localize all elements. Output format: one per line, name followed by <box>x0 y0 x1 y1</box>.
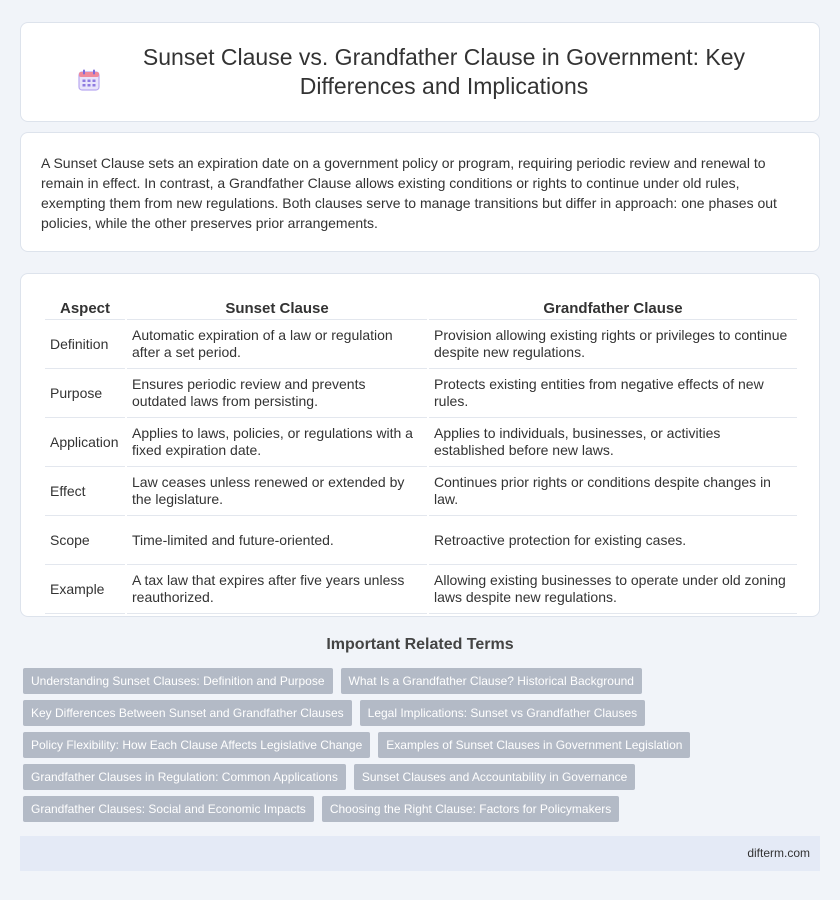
aspect-cell: Example <box>45 565 125 614</box>
related-terms-title: Important Related Terms <box>326 636 514 653</box>
comparison-table <box>43 294 799 614</box>
tag-row <box>23 764 823 790</box>
sunset-cell: Automatic expiration of a law or regulation after a set period. <box>127 320 427 369</box>
table-row <box>45 516 797 565</box>
page-title: Sunset Clause vs. Grandfather Clause in Government: Key Differences and Implications <box>142 44 746 99</box>
sunset-cell: Ensures periodic review and prevents outdated laws from persisting. <box>127 369 427 418</box>
sunset-cell: Time-limited and future-oriented. <box>127 516 427 565</box>
aspect-cell: Application <box>45 418 125 467</box>
related-term-link[interactable]: Grandfather Clauses: Social and Economic Impacts <box>23 796 314 822</box>
table-row <box>45 467 797 516</box>
grandfather-cell: Applies to individuals, businesses, or activities established before new laws. <box>429 418 797 467</box>
comparison-table-card <box>20 273 820 617</box>
related-term-link[interactable]: Policy Flexibility: How Each Clause Affects Legislative Change <box>23 732 370 758</box>
intro-paragraph: A Sunset Clause sets an expiration date on a government policy or program, requiring periodic review and renewal to remain in effect. In contrast, a Grandfather Clause allows existing conditions or rights to continue under old rules, exempting them from new regulations. Both clauses serve to manage transitions but differ in approach: one phases out policies, while the other preserves prior arrangements. <box>41 155 777 231</box>
sunset-cell: Applies to laws, policies, or regulations with a fixed expiration date. <box>127 418 427 467</box>
aspect-cell: Purpose <box>45 369 125 418</box>
related-term-link[interactable]: Choosing the Right Clause: Factors for Policymakers <box>322 796 619 822</box>
grandfather-cell: Retroactive protection for existing cases. <box>429 516 797 565</box>
header-aspect: Aspect <box>45 294 125 320</box>
footer-site-link[interactable]: difterm.com <box>747 846 810 860</box>
related-term-link[interactable]: Understanding Sunset Clauses: Definition and Purpose <box>23 668 333 694</box>
related-term-link[interactable]: Grandfather Clauses in Regulation: Common Applications <box>23 764 346 790</box>
table-header-row <box>45 294 797 320</box>
header-card <box>20 22 820 122</box>
table-row <box>45 418 797 467</box>
header-sunset-clause: Sunset Clause <box>127 294 427 320</box>
grandfather-cell: Continues prior rights or conditions despite changes in law. <box>429 467 797 516</box>
related-term-link[interactable]: What Is a Grandfather Clause? Historical Background <box>341 668 642 694</box>
table-row <box>45 369 797 418</box>
table-row <box>45 565 797 614</box>
grandfather-cell: Protects existing entities from negative effects of new rules. <box>429 369 797 418</box>
related-term-link[interactable]: Examples of Sunset Clauses in Government Legislation <box>378 732 690 758</box>
aspect-cell: Scope <box>45 516 125 565</box>
tag-row <box>23 796 823 822</box>
header-grandfather-clause: Grandfather Clause <box>429 294 797 320</box>
related-term-link[interactable]: Key Differences Between Sunset and Grandfather Clauses <box>23 700 352 726</box>
table-row <box>45 320 797 369</box>
intro-card <box>20 132 820 252</box>
related-term-link[interactable]: Sunset Clauses and Accountability in Governance <box>354 764 636 790</box>
related-terms-list <box>23 668 823 828</box>
tag-row <box>23 700 823 726</box>
grandfather-cell: Provision allowing existing rights or privileges to continue despite new regulations. <box>429 320 797 369</box>
sunset-cell: A tax law that expires after five years unless reauthorized. <box>127 565 427 614</box>
calendar-icon <box>76 67 102 93</box>
sunset-cell: Law ceases unless renewed or extended by the legislature. <box>127 467 427 516</box>
aspect-cell: Definition <box>45 320 125 369</box>
grandfather-cell: Allowing existing businesses to operate under old zoning laws despite new regulations. <box>429 565 797 614</box>
tag-row <box>23 732 823 758</box>
tag-row <box>23 668 823 694</box>
aspect-cell: Effect <box>45 467 125 516</box>
related-term-link[interactable]: Legal Implications: Sunset vs Grandfather Clauses <box>360 700 645 726</box>
footer <box>20 836 820 871</box>
